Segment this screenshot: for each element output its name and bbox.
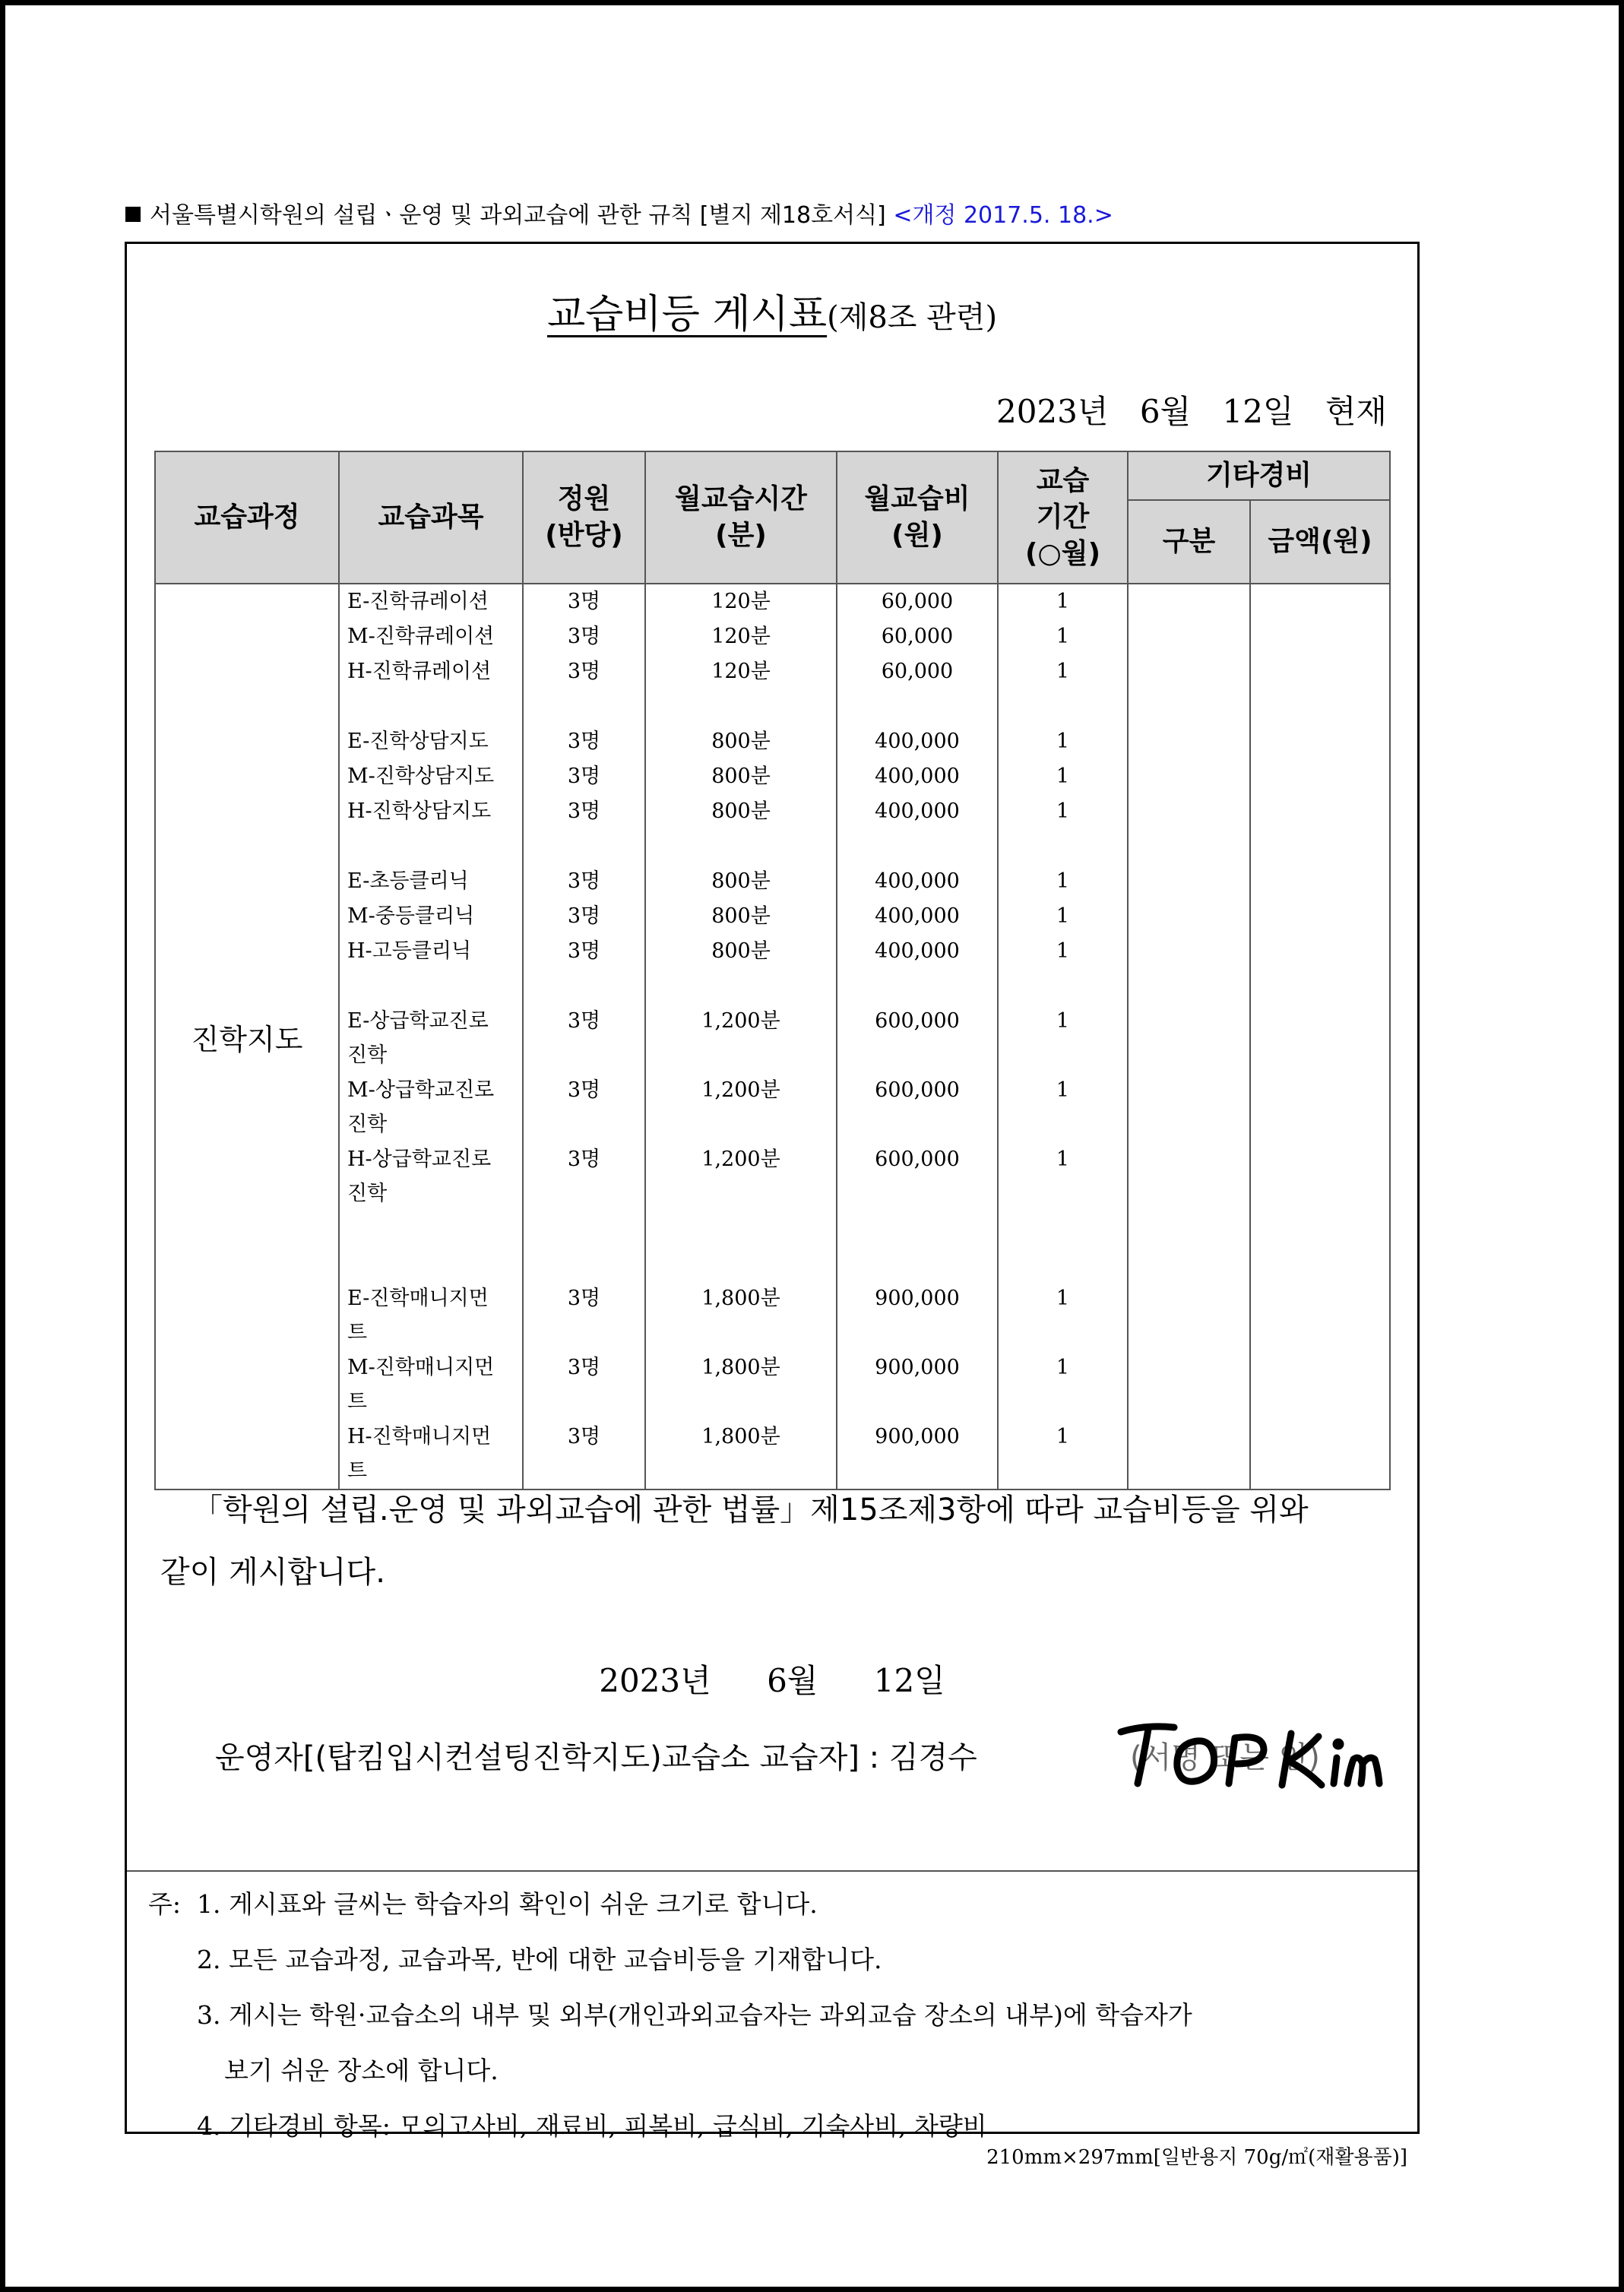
cell-subject: E-진학큐레이션 (347, 590, 489, 613)
cell-hours: 1,200분 (701, 1078, 780, 1102)
cell-hours: 120분 (711, 625, 771, 648)
cell-hours: 120분 (711, 590, 771, 613)
cell-subject: M-중등클리닉 (347, 904, 475, 928)
cell-fee: 900,000 (875, 1287, 960, 1310)
cell-fee: 400,000 (875, 765, 960, 788)
capacity-column (523, 584, 645, 1489)
header-hours: 월교습시간 (분) (645, 451, 837, 584)
cell-period: 1 (1056, 660, 1070, 683)
cell-capacity: 3명 (567, 1356, 601, 1379)
cell-capacity: 3명 (567, 1009, 601, 1033)
header-period: 교습 기간 (○월) (998, 451, 1128, 584)
cell-fee: 400,000 (875, 730, 960, 753)
cell-subject: H-진학큐레이션 (347, 660, 492, 683)
cell-subject: M-상급학교진로 진학 (347, 1078, 495, 1136)
period-column (998, 584, 1128, 1489)
form-box (125, 242, 1420, 2141)
sign-month: 6월 (767, 1662, 818, 1699)
cell-fee: 600,000 (875, 1078, 960, 1102)
notice-line-2: 같이 게시합니다. (160, 1555, 385, 1590)
cell-hours: 800분 (711, 799, 771, 823)
square-bullet-icon (125, 207, 141, 222)
as-of-year: 2023년 (996, 393, 1109, 430)
cell-period: 1 (1056, 1148, 1070, 1171)
handwritten-signature (1115, 1711, 1396, 1794)
as-of-month: 6월 (1139, 393, 1192, 430)
seal-label: (서명 또는 인) (1130, 1740, 1320, 1775)
notice-line-1: 「학원의 설립.운영 및 과외교습에 관한 법률」제15조제3항에 따라 교습비등을 위와 (192, 1493, 1309, 1527)
cell-subject: E-초등클리닉 (347, 869, 469, 893)
as-of-date (996, 387, 1387, 432)
cell-fee: 900,000 (875, 1425, 960, 1448)
cell-subject: E-상급학교진로 진학 (347, 1009, 489, 1067)
cell-period: 1 (1056, 590, 1070, 613)
cell-subject: H-진학상담지도 (347, 799, 492, 823)
cell-hours: 1,800분 (701, 1287, 780, 1310)
cell-subject: M-진학상담지도 (347, 765, 495, 788)
cell-capacity: 3명 (567, 625, 601, 648)
title-sub: (제8조 관련) (827, 300, 998, 335)
sign-day: 12일 (873, 1662, 945, 1699)
cell-hours: 1,200분 (701, 1148, 780, 1171)
cell-hours: 800분 (711, 869, 771, 893)
cell-capacity: 3명 (567, 1287, 601, 1310)
cell-fee: 400,000 (875, 939, 960, 963)
header-course: 교습과정 (155, 451, 339, 584)
cell-capacity: 3명 (567, 1148, 601, 1171)
cell-period: 1 (1056, 1287, 1070, 1310)
as-of-day: 12일 (1222, 393, 1294, 430)
operator-name: 운영자[(탑킴입시컨설팅진학지도)교습소 교습자] : 김경수 (215, 1740, 977, 1775)
cell-hours: 800분 (711, 939, 771, 963)
note-4: 4. 기타경비 항목: 모의고사비, 재료비, 피복비, 급식비, 기숙사비, 차량비 (197, 2111, 987, 2141)
cell-hours: 120분 (711, 660, 771, 683)
cell-period: 1 (1056, 1078, 1070, 1102)
cell-subject: H-진학매니지먼 트 (347, 1425, 492, 1483)
cell-period: 1 (1056, 904, 1070, 928)
cell-period: 1 (1056, 939, 1070, 963)
cell-capacity: 3명 (567, 590, 601, 613)
hours-column (645, 584, 837, 1489)
cell-period: 1 (1056, 765, 1070, 788)
course-name: 진학지도 (155, 584, 339, 1489)
cell-capacity: 3명 (567, 1425, 601, 1448)
notice-statement (160, 1479, 1391, 1603)
cell-subject: H-상급학교진로 진학 (347, 1148, 492, 1205)
note-3-continued: 보기 쉬운 장소에 합니다. (224, 2056, 499, 2085)
cell-period: 1 (1056, 869, 1070, 893)
cell-fee: 900,000 (875, 1356, 960, 1379)
cell-subject: E-진학상담지도 (347, 730, 489, 753)
cell-period: 1 (1056, 625, 1070, 648)
signature-date (127, 1656, 1417, 1702)
as-of-suffix: 현재 (1325, 393, 1387, 430)
cell-fee: 400,000 (875, 799, 960, 823)
notes-divider (127, 1870, 1417, 1872)
cell-fee: 60,000 (881, 660, 954, 683)
cell-hours: 1,800분 (701, 1356, 780, 1379)
cell-period: 1 (1056, 799, 1070, 823)
note-1: 주: 1. 게시표와 글씨는 학습자의 확인이 쉬운 크기로 합니다. (148, 1889, 818, 1919)
cell-hours: 1,800분 (701, 1425, 780, 1448)
cell-fee: 60,000 (881, 625, 954, 648)
cell-capacity: 3명 (567, 730, 601, 753)
notes-prefix: 주: (148, 1889, 181, 1919)
page-title (127, 282, 1417, 339)
regulation-text: 서울특별시학원의 설립ㆍ운영 및 과외교습에 관한 규칙 [별지 제18호서식] (150, 202, 886, 229)
header-subject: 교습과목 (339, 451, 523, 584)
cell-hours: 1,200분 (701, 1009, 780, 1033)
cell-hours: 800분 (711, 765, 771, 788)
cell-fee: 400,000 (875, 869, 960, 893)
header-capacity: 정원 (반당) (523, 451, 645, 584)
cell-subject: E-진학매니지먼 트 (347, 1287, 489, 1344)
form-header (125, 196, 1113, 230)
note-3: 3. 게시는 학원·교습소의 내부 및 외부(개인과외교습자는 과외교습 장소의 내부)에 학습자가 (197, 2000, 1192, 2030)
note-2: 2. 모든 교습과정, 교습과목, 반에 대한 교습비등을 기재합니다. (197, 1945, 882, 1974)
cell-period: 1 (1056, 1356, 1070, 1379)
cell-capacity: 3명 (567, 799, 601, 823)
header-other-amount: 금액(원) (1250, 500, 1390, 584)
cell-subject: H-고등클리닉 (347, 939, 472, 963)
cell-capacity: 3명 (567, 904, 601, 928)
fee-table (154, 451, 1391, 1490)
cell-capacity: 3명 (567, 869, 601, 893)
revision-date: <개정 2017.5. 18.> (893, 202, 1113, 229)
cell-hours: 800분 (711, 730, 771, 753)
subject-column (339, 584, 523, 1489)
cell-fee: 600,000 (875, 1009, 960, 1033)
paper-spec-footer: 210mm×297mm[일반용지 70g/㎡(재활용품)] (986, 2146, 1407, 2169)
notes-section (148, 1876, 1402, 2154)
cell-period: 1 (1056, 730, 1070, 753)
other-amount-column (1250, 584, 1390, 1489)
cell-subject: M-진학매니지먼 트 (347, 1356, 495, 1414)
header-other-type: 구분 (1128, 500, 1250, 584)
cell-hours: 800분 (711, 904, 771, 928)
sign-year: 2023년 (599, 1662, 711, 1699)
cell-capacity: 3명 (567, 939, 601, 963)
other-type-column (1128, 584, 1250, 1489)
cell-fee: 600,000 (875, 1148, 960, 1171)
cell-capacity: 3명 (567, 1078, 601, 1102)
cell-fee: 60,000 (881, 590, 954, 613)
fee-column (837, 584, 998, 1489)
cell-subject: M-진학큐레이션 (347, 625, 495, 648)
cell-period: 1 (1056, 1009, 1070, 1033)
cell-fee: 400,000 (875, 904, 960, 928)
cell-capacity: 3명 (567, 660, 601, 683)
cell-period: 1 (1056, 1425, 1070, 1448)
title-main: 교습비등 게시표 (546, 292, 828, 337)
header-fee: 월교습비 (원) (837, 451, 998, 584)
cell-capacity: 3명 (567, 765, 601, 788)
header-other-expenses: 기타경비 (1128, 451, 1390, 500)
